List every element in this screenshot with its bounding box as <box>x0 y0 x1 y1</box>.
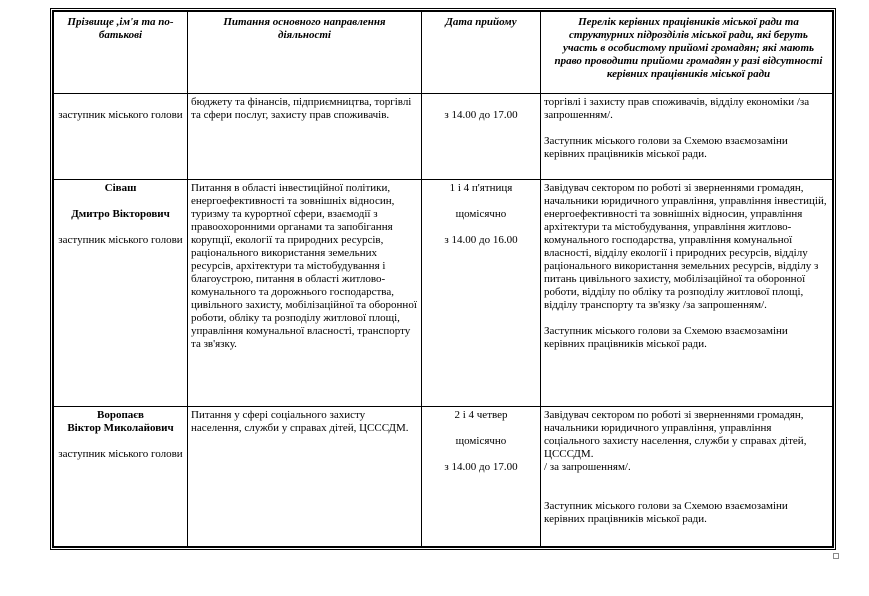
invitation-note: / за запрошенням/. <box>544 461 631 473</box>
official-role: заступник міського голови <box>58 448 183 460</box>
cell-date <box>422 94 541 180</box>
official-given-names: Дмитро Вікторович <box>71 208 170 220</box>
reception-frequency: щомісячно <box>455 208 507 220</box>
official-role: заступник міського голови <box>58 109 183 121</box>
cell-name <box>54 180 188 407</box>
participants-text: Завідувач сектором по роботі зі зверненнями громадян, начальники юридичного управління, управління соціального захисту населення, служби у справах дітей, ЦСССДМ. <box>544 409 807 460</box>
official-role: заступник міського голови <box>58 234 183 246</box>
replacement-text: Заступник міського голови за Схемою взаємозаміни керівних працівників міської ради. <box>544 325 788 350</box>
cell-topic: Питання у сфері соціального захисту населення, служби у справах дітей, ЦСССДМ. <box>188 407 422 547</box>
reception-time: з 14.00 до 17.00 <box>444 109 518 121</box>
reception-days: 1 і 4 п'ятниця <box>449 182 513 194</box>
participants-text: Завідувач сектором по роботі зі зверненнями громадян, начальники юридичного управління, управління інвестицій, енергоефективності та зовнішніх відносин, управління архітектури та містобудування, управління житлово-комунального господарства, управління комунальної власності, відділу екології і природних ресурсів, відділу раціонального використання земельних ресурсів, відділу з питань цивільного захисту, мобілізаційної та оборонної роботи, відділу по обліку та розподілу житлової площі, відділу транспорту та зв'язку /за запрошенням/. <box>544 182 827 311</box>
header-list: Перелік керівних працівників міської ради та структурних підрозділів міської ради, які беруть участь в особистому прийомі громадян; які мають право проводити прийоми громадян у разі відсутності керівних працівників міської ради <box>541 12 833 94</box>
cell-list <box>541 180 833 407</box>
table-row <box>54 94 833 180</box>
cell-list <box>541 407 833 547</box>
reception-schedule-table <box>50 8 836 550</box>
page-corner-marker <box>833 553 839 559</box>
official-surname: Сіваш <box>104 182 137 194</box>
header-row <box>54 12 833 94</box>
cell-date <box>422 180 541 407</box>
cell-name <box>54 407 188 547</box>
table-row <box>54 180 833 407</box>
official-surname: Воропаєв <box>97 409 144 421</box>
cell-topic: бюджету та фінансів, підприємництва, торгівлі та сфери послуг, захисту прав споживачів. <box>188 94 422 180</box>
cell-name <box>54 94 188 180</box>
participants-text: торгівлі і захисту прав споживачів, відділу економіки /за запрошенням/. <box>544 96 810 121</box>
cell-date <box>422 407 541 547</box>
reception-days: 2 і 4 четвер <box>454 409 508 421</box>
header-date: Дата прийому <box>422 12 541 94</box>
cell-list <box>541 94 833 180</box>
reception-frequency: щомісячно <box>455 435 507 447</box>
replacement-text: Заступник міського голови за Схемою взаємозаміни керівних працівників міської ради. <box>544 500 788 525</box>
replacement-text: Заступник міського голови за Схемою взаємозаміни керівних працівників міської ради. <box>544 135 788 160</box>
header-topic: Питання основного направлення діяльності <box>188 12 422 94</box>
official-given-names: Віктор Миколайович <box>67 422 174 434</box>
header-name: Прізвище ,ім'я та по-батькові <box>54 12 188 94</box>
cell-topic: Питання в області інвестиційної політики, енергоефективності та зовнішніх відносин, туризму та курортної сфери, взаємодії з правоохоронними органами та запобігання корупції, екології та природних ресурсів, раціонального використання земельних ресурсів, архітектури та містобудування і благоустрою, питання в області житлово-комунального та дорожнього господарства, цивільного захисту, мобілізаційної та оборонної роботи, обліку та розподілу житлової площі, управління комунальної власності, транспорту та зв'язку. <box>188 180 422 407</box>
reception-time: з 14.00 до 17.00 <box>444 461 518 473</box>
table-row <box>54 407 833 547</box>
reception-time: з 14.00 до 16.00 <box>444 234 518 246</box>
